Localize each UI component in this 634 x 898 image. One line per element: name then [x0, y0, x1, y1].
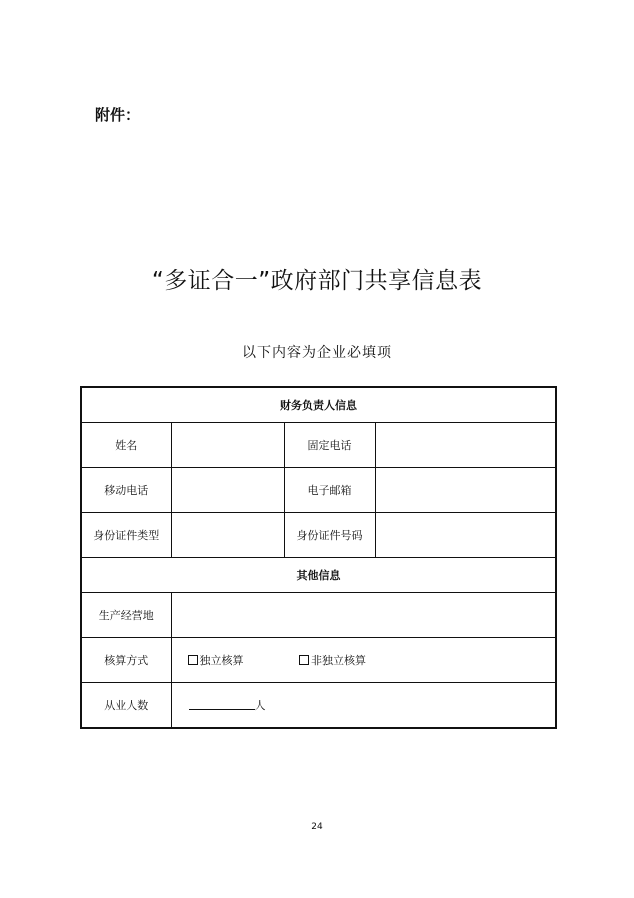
fixed-phone-label: 固定电话	[284, 423, 375, 468]
table-row	[81, 513, 556, 558]
business-location-label: 生产经营地	[81, 593, 171, 638]
business-location-field[interactable]	[171, 593, 556, 638]
table-row	[81, 683, 556, 728]
id-type-field[interactable]	[171, 513, 284, 558]
id-number-field[interactable]	[375, 513, 556, 558]
id-number-label: 身份证件号码	[284, 513, 375, 558]
fixed-phone-field[interactable]	[375, 423, 556, 468]
non-independent-accounting-label: 非独立核算	[311, 654, 366, 667]
document-subtitle: 以下内容为企业必填项	[242, 345, 392, 361]
employees-label: 从业人数	[81, 683, 171, 728]
non-independent-accounting-option[interactable]	[299, 652, 366, 668]
page-number: 24	[311, 822, 323, 832]
independent-accounting-label: 独立核算	[199, 654, 244, 667]
accounting-method-options	[171, 638, 556, 683]
email-label: 电子邮箱	[284, 468, 375, 513]
table-row	[81, 423, 556, 468]
employees-unit: 人	[254, 698, 266, 712]
accounting-method-label: 核算方式	[81, 638, 171, 683]
attachment-label: 附件：	[95, 106, 141, 124]
document-title: “多证合一”政府部门共享信息表	[151, 268, 483, 294]
checkbox-icon[interactable]	[188, 655, 198, 665]
independent-accounting-option[interactable]	[188, 652, 244, 668]
mobile-phone-label: 移动电话	[81, 468, 171, 513]
other-section-header: 其他信息	[81, 558, 556, 593]
employees-cell	[171, 683, 556, 728]
finance-section-header-row	[81, 387, 556, 423]
email-field[interactable]	[375, 468, 556, 513]
id-type-label: 身份证件类型	[81, 513, 171, 558]
shared-info-table	[80, 386, 557, 729]
name-label: 姓名	[81, 423, 171, 468]
table-row	[81, 638, 556, 683]
mobile-phone-field[interactable]	[171, 468, 284, 513]
checkbox-icon[interactable]	[299, 655, 309, 665]
finance-section-header: 财务负责人信息	[81, 387, 556, 423]
table-row	[81, 593, 556, 638]
employees-count-blank[interactable]	[189, 699, 255, 710]
other-section-header-row	[81, 558, 556, 593]
name-field[interactable]	[171, 423, 284, 468]
table-row	[81, 468, 556, 513]
